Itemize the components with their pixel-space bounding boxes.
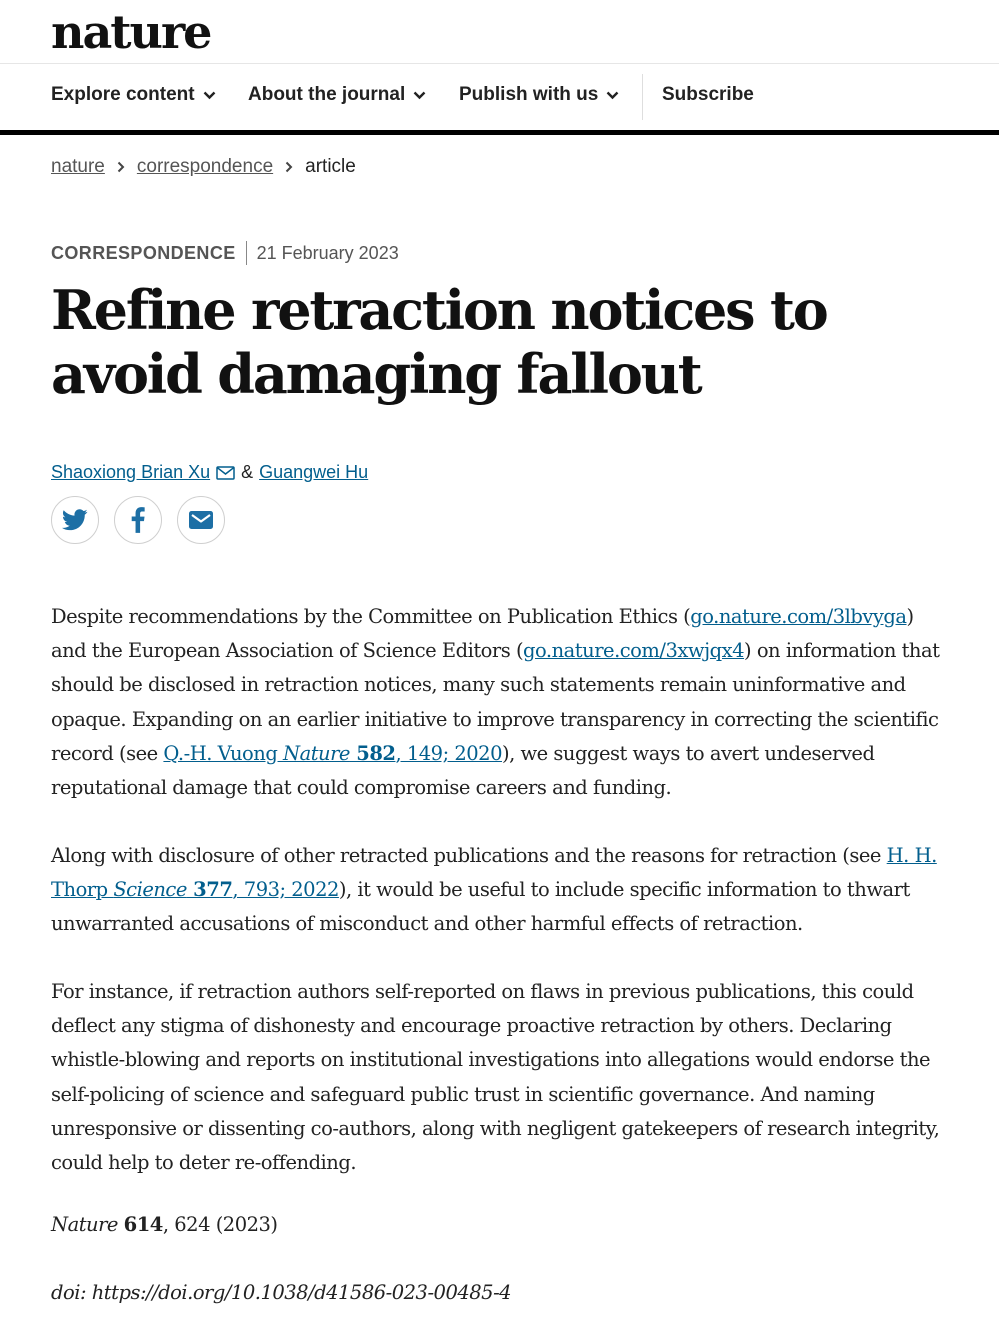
ease-link[interactable]: go.nature.com/3xwjqx4	[523, 639, 745, 663]
meta-divider	[246, 241, 247, 265]
article-title: Refine retraction notices to avoid damaging fallout	[51, 278, 827, 406]
ref-journal: Science	[113, 878, 187, 902]
author-list	[51, 462, 368, 483]
nature-logo[interactable]: nature	[51, 5, 211, 59]
p1-text-4: ), we suggest ways to avert undeserved reputational damage that could compromise careers and funding.	[51, 741, 875, 800]
twitter-icon	[62, 509, 88, 531]
breadcrumb-home-link[interactable]: nature	[51, 156, 105, 177]
facebook-icon	[131, 507, 145, 533]
citation-volume: 614	[123, 1213, 163, 1236]
nav-publish-label: Publish with us	[459, 84, 599, 105]
mail-icon[interactable]	[216, 466, 235, 480]
ref-volume: 582	[349, 741, 396, 765]
nav-subscribe[interactable]	[662, 84, 754, 106]
chevron-down-icon	[413, 91, 426, 100]
cope-link[interactable]: go.nature.com/3lbvyga	[690, 605, 907, 628]
chevron-right-icon	[117, 161, 125, 173]
share-facebook-button[interactable]	[114, 496, 162, 544]
p1-text-3: ) on information that should be disclosed in retraction notices, many such statements remain uninformative and opaque. Expanding on an earlier initiative to improve transparency in correcting the scientific record (see	[51, 639, 940, 765]
p1-text-1: Despite recommendations by the Committee on Publication Ethics (	[51, 605, 691, 628]
chevron-down-icon	[606, 91, 619, 100]
email-icon	[189, 511, 213, 529]
author-link-1[interactable]: Shaoxiong Brian Xu	[51, 462, 211, 482]
nav-publish-with-us[interactable]	[459, 84, 619, 106]
chevron-down-icon	[203, 91, 216, 100]
ref-journal: Nature	[283, 741, 350, 765]
author-link-2[interactable]: Guangwei Hu	[259, 462, 369, 482]
breadcrumb	[51, 156, 356, 178]
chevron-right-icon	[285, 161, 293, 173]
article-type: CORRESPONDENCE	[51, 242, 236, 263]
article-meta	[51, 241, 399, 265]
citation-pages: , 624 (2023)	[162, 1213, 278, 1236]
ref-author: Q.-H. Vuong	[163, 741, 284, 765]
share-email-button[interactable]	[177, 496, 225, 544]
share-buttons	[51, 496, 225, 544]
journal-citation	[51, 1213, 278, 1236]
nav-about-label: About the journal	[248, 84, 406, 105]
nav-divider	[642, 74, 643, 120]
share-twitter-button[interactable]	[51, 496, 99, 544]
nav-explore-label: Explore content	[51, 84, 195, 105]
ref-volume: 377	[186, 878, 233, 902]
p2-text-2: ), it would be useful to include specific information to thwart unwarranted accusations of misconduct and other harmful effects of retraction.	[51, 878, 910, 936]
breadcrumb-section-link[interactable]: correspondence	[136, 156, 274, 177]
breadcrumb-current: article	[305, 156, 356, 177]
citation-journal: Nature	[51, 1213, 118, 1236]
p2-text-1: Along with disclosure of other retracted publications and the reasons for retraction (see	[51, 844, 887, 867]
ref-author: H. H. Thorp	[51, 844, 937, 902]
paragraph-2	[51, 839, 951, 942]
main-nav	[0, 63, 999, 135]
ref-pages: , 793; 2022	[232, 878, 339, 902]
article-date: 21 February 2023	[256, 242, 399, 263]
p1-text-2: ) and the European Association of Science Editors (	[51, 605, 914, 663]
ref-pages: , 149; 2020	[395, 741, 502, 765]
nav-about-journal[interactable]	[248, 84, 426, 106]
paragraph-3: For instance, if retraction authors self-reported on flaws in previous publications, this could deflect any stigma of dishonesty and encourage proactive retraction by others. Declaring whistle-blowing and reports on institutional investigations into allegations would endorse the self-policing of science and safeguard public trust in scientific governance. And naming unresponsive or dissenting co-authors, along with negligent gatekeepers of research integrity, could help to deter re-offending.	[51, 980, 940, 1175]
author-separator: &	[241, 462, 254, 482]
nav-subscribe-label: Subscribe	[662, 84, 754, 105]
doi: doi: https://doi.org/10.1038/d41586-023-00485-4	[51, 1281, 512, 1304]
nav-explore-content[interactable]	[51, 84, 216, 106]
paragraph-1	[51, 600, 951, 805]
vuong-reference-link[interactable]	[163, 742, 502, 765]
